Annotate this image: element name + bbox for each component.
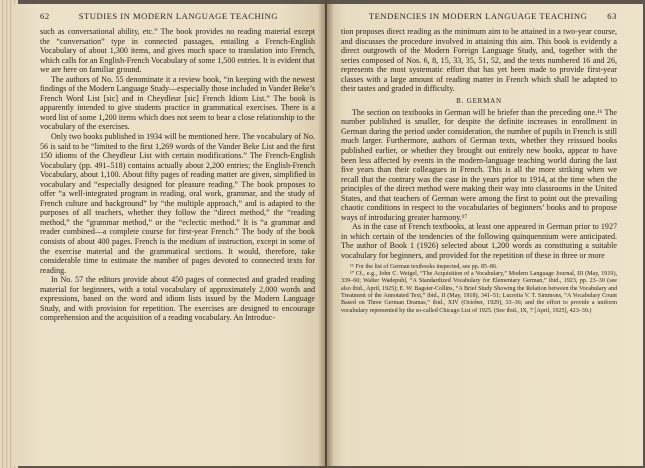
left-page-header (40, 11, 315, 21)
left-running-head: STUDIES IN MODERN LANGUAGE TEACHING (78, 11, 279, 21)
footnote: ¹⁶ For the list of German textbooks inspected, see pp. 85–86. (350, 263, 498, 270)
footnote: ¹⁷ Cf., e.g., John C. Weigel, “The Acquisition of a Vocabulary,” Modern Language Journal, III (May, 1919), 339–60; Walter Wadepuhl, “A Standardized Vocabulary for Elementary German,” ibid., 1923, pp. 23–30 (see also ibid., April, 1925); E. W. Bagster-Collins, “A Brief Study Showing the Relation between the Vocabulary and Treatment of the Annotated Text,” ibid., II (May, 1918), 341–51; Lucretia V. T. Simmons, “A Vocabulary Count Based on Three German Dramas,” ibid., XIV (October, 1929), 33–36; and the effort to provide a uniform vocabulary represented by the so-called Chicago List of 1925. (See ibid., IX, 7 [April, 1925], 423–30.) (341, 270, 617, 314)
left-page-number: 62 (40, 11, 50, 21)
right-running-head: TENDENCIES IN MODERN LANGUAGE TEACHING (368, 11, 588, 21)
section-heading: B. GERMAN (456, 96, 502, 105)
left-page (14, 4, 325, 466)
paragraph: tion proposes direct reading as the minimum aim to be attained in a two-year course, and discusses the procedure involved in attaining this aim. This book is evidently a direct outgrowth of the Modern Foreign Language Study, and, together with the series composed of Nos. 6, 8, 15, 33, 35, 51, 52, and the texts numbered 16 and 26, represents the most systematic effort that has yet been made to provide first-year classes with a large amount of reading matter in French which shall be adapted to their tastes and graded in difficulty. (341, 27, 617, 94)
paragraph: The section on textbooks in German will be briefer than the preceding one.¹⁶ The number published is smaller, for despite the definite increases in enrollment in German during the period under consideration, the number of pupils in French is still much larger. Furthermore, authors of German texts, whether they reissued books published earlier, or whether they brought out entirely new books, appear to have been less affected by events in the modern-language teaching world during the last five years than their colleagues in French. This is all the more striking when we recall that the contrary was the case in the years prior to 1914, at the time when the principles of the direct method were making their way into classrooms in the United States, and that teachers of German were among the first to point out the prevailing chaotic conditions in respect to the vocabularies of beginners’ books and to propose ways of introducing greater harmony.¹⁷ (341, 107, 617, 222)
footnotes (341, 264, 617, 315)
right-page-header (341, 11, 617, 21)
right-page-body (341, 27, 617, 315)
paragraph: In No. 57 the editors provide about 450 pages of connected and graded reading material for beginners, with a total vocabulary of approximately 2,000 words and expressions, based on the word and idiom lists issued by the Modern Language Study, and with provision for repetition. The exercises are designed to encourage comprehension and the acquisition of a reading vocabulary. An Introduc- (40, 275, 315, 323)
right-page (327, 4, 643, 466)
paragraph: As in the case of French textbooks, at least one appeared in German prior to 1927 in which certain of the tendencies of the following quinquennium were anticipated. The author of Book 1 (1926) selected about 1,200 words as constituting a suitable vocabulary for beginners, and provided for the repetition of these in three or more (341, 222, 617, 261)
paragraph: Only two books published in 1934 will be mentioned here. The vocabulary of No. 56 is said to be “limited to the first 1,269 words of the Vander Beke List and the first 150 idioms of the Cheydleur List with certain modifications.” The French-English Vocabulary (pp. 491–518) contains actually about 2,200 entries; the English-French Vocabulary, about 1,100. About fifty pages of reading matter are given, simplified in vocabulary and “especially designed for pleasure reading.” The book proposes to offer “a well-integrated program in reading, oral work, grammar, and the study of French culture and background” by “the multiple approach,” and is adapted to the purposes of all teachers, whether they follow the “direct method,” the “reading method,” the “grammar method,” or the “eclectic method.” It is “a grammar and reader combined—a complete course for first-year French.” The body of the book consists of about 400 pages. French is the medium of instruction, except in some of the exercise material and the grammatical sections. It would, therefore, take considerable time to estimate the number of pages devoted to connected texts for reading. (40, 132, 315, 275)
paragraph: The authors of No. 55 denominate it a review book, “in keeping with the newest findings of the Modern Language Study—especially those included in Vander Beke’s French Word List [sic] and in Cheydleur [sic] French Idiom List.” The book is apparently intended to give students practice in grammatical exercises. There is a word list of some 1,200 items which does not seem to bear a close relationship to the vocabulary of the exercises. (40, 74, 315, 132)
left-page-body (40, 27, 315, 323)
right-page-number: 63 (607, 11, 617, 21)
paragraph: such as conversational ability, etc.” The book provides no reading material except the “conversation” type in connected passages, entailing a French-English Vocabulary of about 1,300 items, and gives much space to translation into French, which calls for an English-French Vocabulary of some 1,500 entries. It is evident that we are here on familiar ground. (40, 27, 315, 75)
